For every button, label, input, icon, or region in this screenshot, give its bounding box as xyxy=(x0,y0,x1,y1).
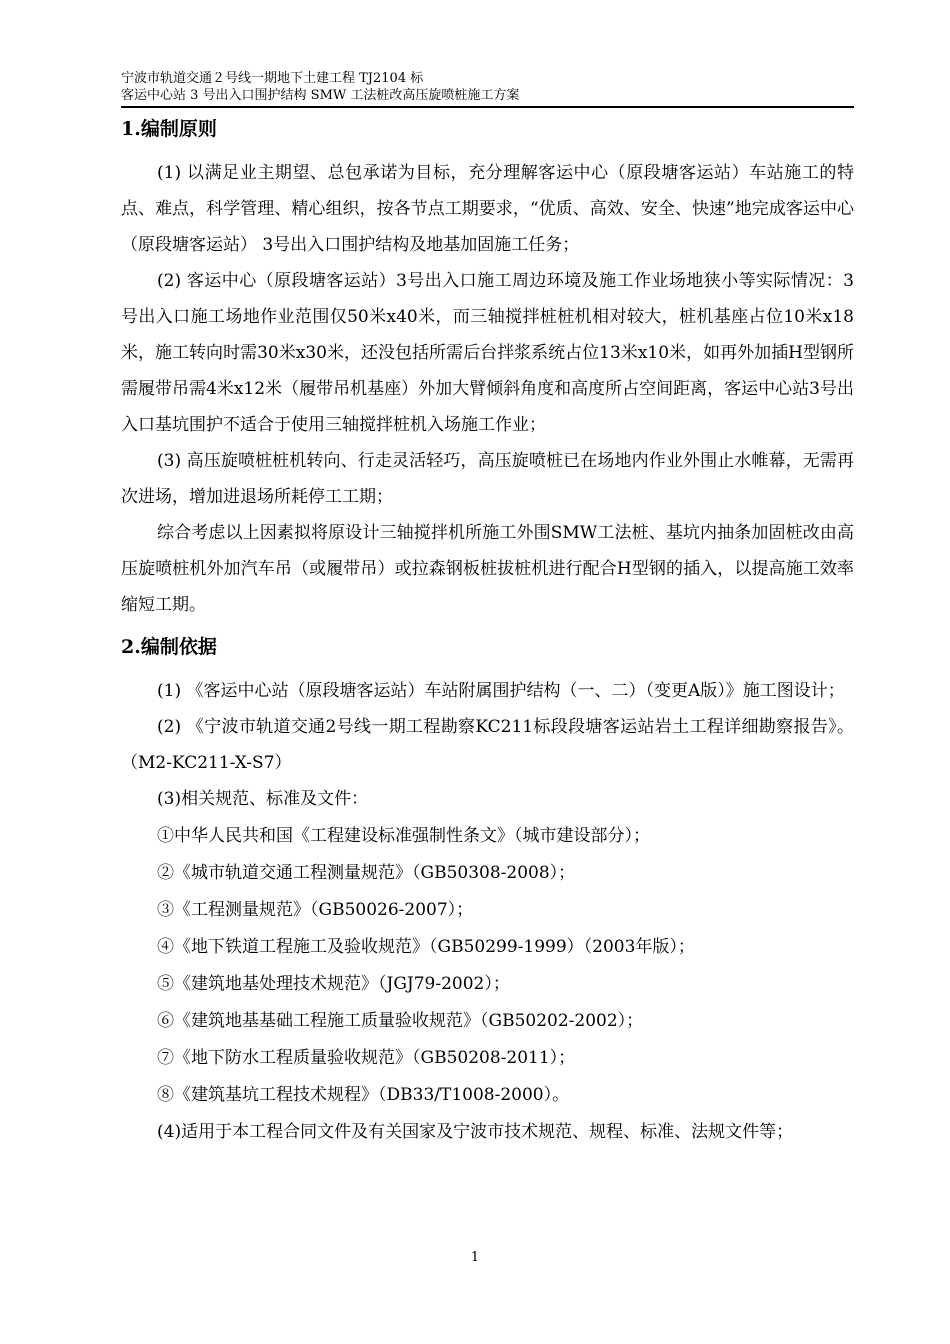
header-project-line: 宁波市轨道交通２号线一期地下土建工程 TJ2104 标 xyxy=(121,71,424,86)
paragraph: (3) 高压旋喷桩桩机转向、行走灵活轻巧，高压旋喷桩已在场地内作业外围止水帷幕，无需再次进场，增加进退场所耗停工工期； xyxy=(121,451,854,507)
list-item: ⑥《建筑地基基础工程施工质量验收规范》（GB50202-2002）； xyxy=(157,1011,644,1031)
list-item: ⑤《建筑地基处理技术规范》（JGJ79-2002）； xyxy=(157,974,510,994)
document-body xyxy=(121,113,854,1151)
paragraph: 综合考虑以上因素拟将原设计三轴搅拌机所施工外围SMW工法桩、基坑内抽条加固桩改由高压旋喷桩机外加汽车吊（或履带吊）或拉森钢板桩拔桩机进行配合H型钢的插入，以提高施工效率缩短工期。 xyxy=(121,523,854,615)
paragraph: (2) 客运中心（原段塘客运站）3号出入口施工周边环境及施工作业场地狭小等实际情况：3号出入口施工场地作业范围仅50米x40米，而三轴搅拌桩桩机相对较大，桩机基座占位10米x18米，施工转向时需30米x30米，还没包括所需后台拌浆系统占位13米x10米，如再外加插H型钢所需履带吊需4米x12米（履带吊机基座）外加大臂倾斜角度和高度所占空间距离，客运中心站3号出入口基坑围护不适合于使用三轴搅拌桩机入场施工作业； xyxy=(121,271,854,435)
list-item: ②《城市轨道交通工程测量规范》（GB50308-2008）； xyxy=(157,863,576,883)
section-2-title: 2.编制依据 xyxy=(121,636,217,658)
paragraph: (1) 以满足业主期望、总包承诺为目标，充分理解客运中心（原段塘客运站）车站施工的特点、难点，科学管理、精心组织，按各节点工期要求，“优质、高效、安全、快速”地完成客运中心（原段塘客运站） 3号出入口围护结构及地基加固施工任务； xyxy=(121,163,854,255)
list-item: ④《地下铁道工程施工及验收规范》（GB50299-1999）（2003年版）； xyxy=(157,937,695,957)
list-item: ⑧《建筑基坑工程技术规程》（DB33/T1008-2000）。 xyxy=(157,1085,570,1105)
list-item: (4)适用于本工程合同文件及有关国家及宁波市技术规范、规程、标准、法规文件等； xyxy=(157,1122,794,1142)
list-item: (1) 《客运中心站（原段塘客运站）车站附属围护结构（一、二）（变更A版）》施工图设计； xyxy=(157,681,845,701)
page-header xyxy=(121,70,853,104)
list-item: (3)相关规范、标准及文件： xyxy=(157,789,369,809)
list-item: (2) 《宁波市轨道交通2号线一期工程勘察KC211标段段塘客运站岩土工程详细勘察报告》。（M2-KC211-X-S7） xyxy=(121,717,854,773)
list-item: ⑦《地下防水工程质量验收规范》（GB50208-2011）； xyxy=(157,1048,576,1068)
list-item: ①中华人民共和国《工程建设标准强制性条文》（城市建设部分）； xyxy=(157,826,650,846)
header-document-title: 客运中心站 3 号出入口围护结构 SMW 工法桩改高压旋喷桩施工方案 xyxy=(121,88,520,103)
header-rule xyxy=(121,106,854,108)
page-number: 1 xyxy=(470,1250,480,1265)
list-item: ③《工程测量规范》（GB50026-2007）； xyxy=(157,900,474,920)
section-1-title: 1.编制原则 xyxy=(121,118,217,140)
